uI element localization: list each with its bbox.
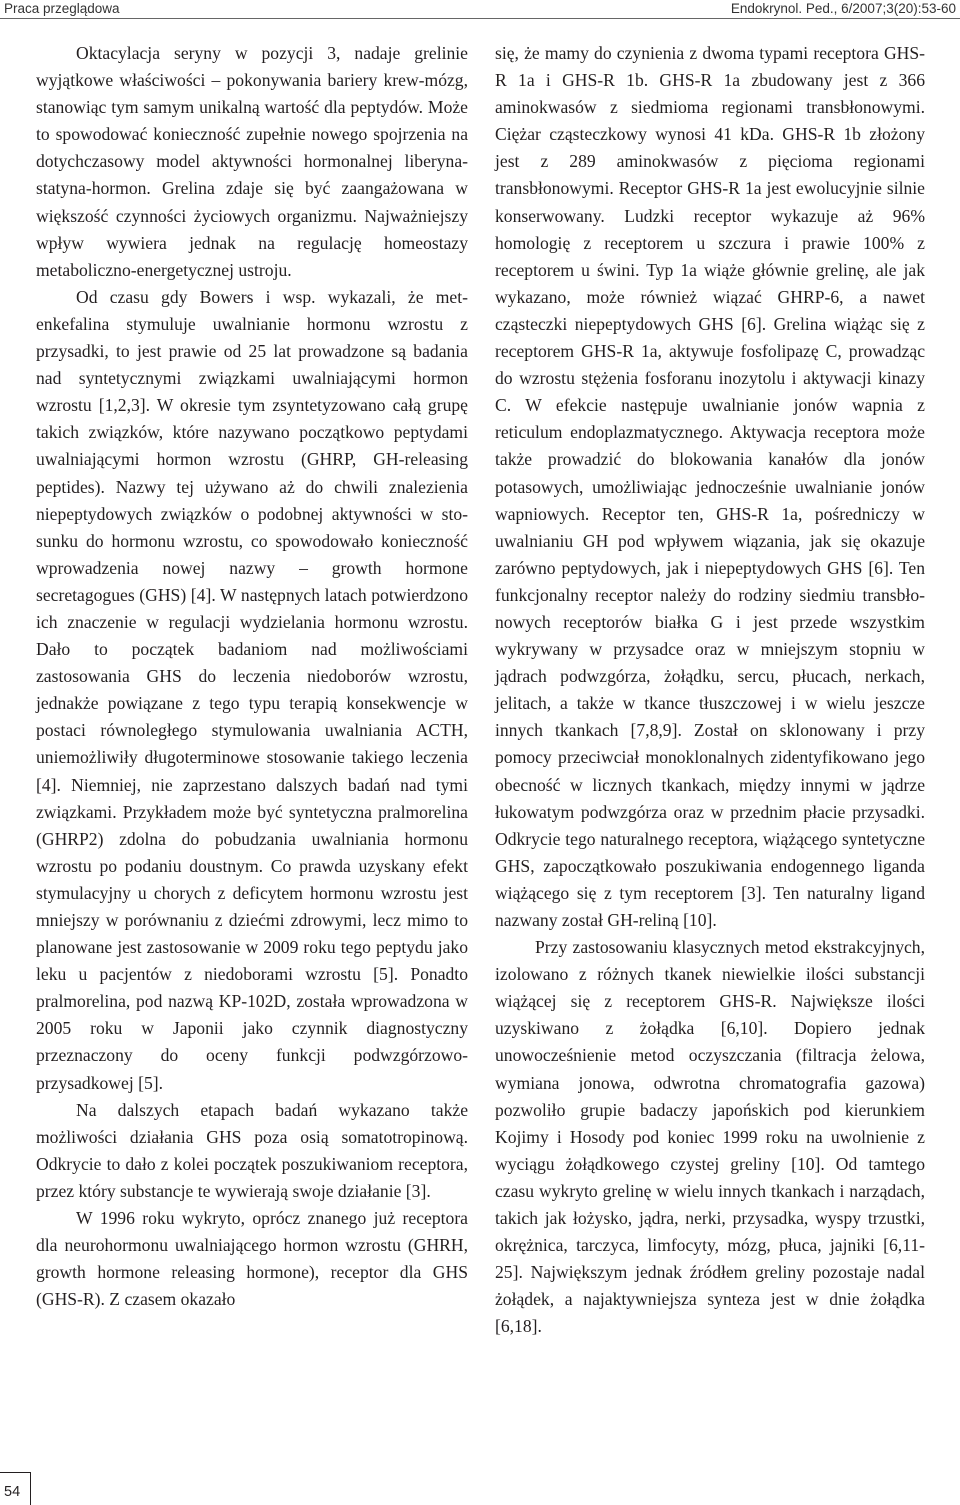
paragraph: Przy zastosowaniu klasycznych metod ekstrakcyjnych, izolowano z różnych tkanek niewielkie ilości substancji wiążącej się z receptorem GHS-R. Największe ilości uzyskiwano z żołądka [6,10]. Dopiero jednak unowocześnienie metod oczyszczania (filtracja żelowa, wymiana jonowa, odwrotna chromatografia gazowa) pozwoliło grupie badaczy japońskich pod kierunkiem Kojimy i Hosody pod koniec 1999 roku na uwolnienie z wyciągu żołądkowego czystej greliny [10]. Od tamtego czasu wykryto grelinę w wielu innych tkankach i narządach, takich jak łożysko, jądra, nerki, przysadka, wyspy trzustki, okrężnica, tarczyca, limfocyty, mózg, płuca, jajniki [6,11-25]. Największym jednak źródłem greliny pozostaje nadal żołądek, a najaktywniejsza synteza jest w dnie żołądka [6,18]. <box>495 937 925 1337</box>
right-column <box>495 40 925 1341</box>
paragraph: się, że mamy do czynienia z dwoma typami receptora GHS-R 1a i GHS-R 1b. GHS-R 1a zbudowany jest z 366 aminokwasów z siedmioma regionami transbłonowymi. Ciężar cząsteczkowy wynosi 41 kDa. GHS-R 1b złożony jest z 289 aminokwasów z pięcioma regionami transbłonowymi. Receptor GHS-R 1a jest ewolucyjnie silnie konserwowany. Ludzki receptor wykazuje aż 96% homologię z receptorem u szczura i prawie 100% z receptorem u świni. Typ 1a wiąże głównie grelinę, ale jak wykazano, może również wiązać GHRP-6, a nawet cząsteczki niepeptydowych GHS [6]. Grelina wiążąc się z receptorem GHS-R 1a, aktywuje fosfolipazę C, prowadząc do wzrostu stężenia fosforanu inozytolu i aktywacji kinazy C. W efekcie następuje uwalnianie jonów wapnia z reticulum endoplazmatycznego. Aktywacja receptora może także prowadzić do blokowania kanałów dla jonów potasowych, umożliwiając jednocześnie uwalnianie jonów wapniowych. Receptor ten, GHS-R 1a, pośredniczy w uwalnianiu GH pod wpływem wiązania, jak się okazuje zarówno peptydowych, jak i niepeptydowych GHS [6]. Ten funkcjonalny receptor należy do rodziny siedmiu transbłonowych receptorów białka G i jest przede wszystkim wykrywany w przysadce oraz w mniejszym stopniu w jądrach podwzgórza, żołądku, sercu, płucach, nerkach, jelitach, a także w tkance tłuszczowej i w wielu jeszcze innych tkankach [7,8,9]. Został on sklonowany i przy pomocy przeciwciał monoklonalnych zidentyfikowano jego obecność w licznych tkankach, między innymi w jądrze łukowatym podwzgórza oraz w przednim płacie przysadki. Odkrycie tego naturalnego receptora, wiążącego syntetyczne GHS, zapoczątkowało poszukiwania endogennego liganda wiążącego się z tym receptorem [3]. Ten naturalny ligand nazwany został GH-reliną [10]. <box>495 43 925 930</box>
footer-divider <box>0 1472 30 1473</box>
article-type-label: Praca przeglądowa <box>4 1 120 16</box>
paragraph: Od czasu gdy Bowers i wsp. wykazali, że metenkefalina stymuluje uwalnianie hormonu wzrostu z przysadki, to jest prawie od 25 lat prowadzone są badania nad syntetycznymi związkami uwalniającymi hormon wzrostu [1,2,3]. W okresie tym zsyntetyzowano całą grupę takich związków, które nazywano początkowo peptydami uwalniającymi hormon wzrostu (GHRP, GH-releasing peptides). Nazwy tej używano aż do chwili znalezienia niepeptydowych związków o podobnej aktywności w stosunku do hormonu wzrostu, co spowodowało konieczność wprowadzenia nowej nazwy – growth hormone secretagogues (GHS) [4]. W następnych latach potwierdzono ich znaczenie w regulacji wydzielania hormonu wzrostu. Dało to początek badaniom nad możliwościami zastosowania GHS do leczenia niedoborów wzrostu, jednakże powiązane z tego typu terapią konsekwencje w postaci równoległego stymulowania uwalniania ACTH, uniemożliwiły długoterminowe stosowanie takiego leczenia [4]. Niemniej, nie zaprzestano dalszych badań nad tymi związkami. Przykładem może być syntetyczna pralmorelina (GHRP2) zdolna do pobudzania uwalniania hormonu wzrostu po podaniu doustnym. Co prawda uzyskany efekt stymulacyjny u chorych z deficytem hormonu wzrostu jest mniejszy w porównaniu z dziećmi zdrowymi, lecz mimo to planowane jest zastosowanie w 2009 roku tego peptydu jako leku u pacjentów z niedoborami wzrostu [5]. Ponadto pralmorelina, pod nazwą KP-102D, została wprowadzona w 2005 roku w Japonii jako czynnik diagnostyczny przeznaczony do oceny funkcji podwzgórzowo-przysadkowej [5]. <box>36 286 468 1093</box>
paragraph: W 1996 roku wykryto, oprócz znanego już receptora dla neurohormonu uwalniającego hormon wzrostu (GHRH, growth hormone releasing hormone), receptor dla GHS (GHS-R). Z czasem okazało <box>36 1208 468 1310</box>
footer-divider-vertical <box>30 1472 31 1505</box>
paragraph: Oktacylacja seryny w pozycji 3, nadaje grelinie wyjątkowe właściwości – pokonywania bariery krew-mózg, stanowiąc tym samym unikalną wartość dla peptydów. Może to spowodować konieczność zupełnie nowego spojrzenia na dotychczasowy model aktywności hormonalnej liberyna-statyna-hormon. Grelina zdaje się być zaangażowana w większość czynności życiowych organizmu. Najważniejszy wpływ wywiera jednak na regulację homeostazy metaboliczno-energetycznej ustroju. <box>36 43 468 280</box>
paragraph: Na dalszych etapach badań wykazano także możliwości działania GHS poza osią somatotropinową. Odkrycie to dało z kolei początek poszukiwaniom receptora, przez który substancje te wywierają swoje działanie [3]. <box>36 1099 468 1201</box>
header-divider <box>0 18 960 19</box>
journal-citation: Endokrynol. Ped., 6/2007;3(20):53-60 <box>730 1 956 16</box>
page-number: 54 <box>4 1484 21 1500</box>
running-header <box>0 0 960 22</box>
left-column <box>36 40 468 1313</box>
